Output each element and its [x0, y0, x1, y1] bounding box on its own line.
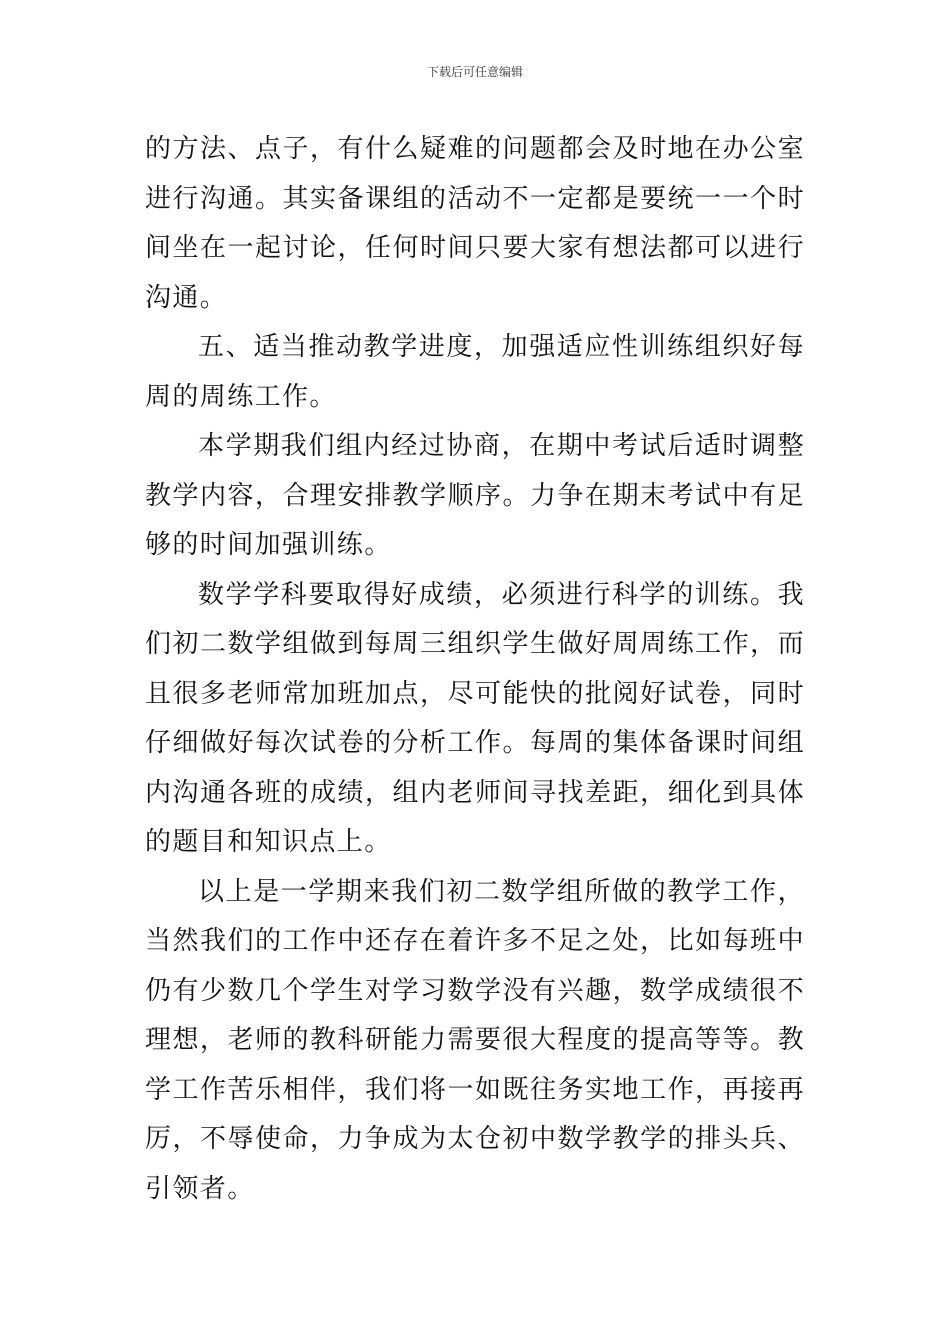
paragraph-schedule-adjustment: 本学期我们组内经过协商，在期中考试后适时调整教学内容，合理安排教学顺序。力争在期末考试中有足够的时间加强训练。 — [145, 431, 805, 560]
paragraph-summary: 以上是一学期来我们初二数学组所做的教学工作，当然我们的工作中还存在着许多不足之处，比如每班中仍有少数几个学生对学习数学没有兴趣，数学成绩很不理想，老师的教科研能力需要很大程度的提高等等。教学工作苦乐相伴，我们将一如既往务实地工作，再接再厉，不辱使命，力争成为太仓初中数学教学的排头兵、引领者。 — [145, 876, 805, 1204]
paragraph-section-five-heading: 五、适当推动教学进度，加强适应性训练组织好每周的周练工作。 — [145, 332, 805, 412]
paragraph-continuation: 的方法、点子，有什么疑难的问题都会及时地在办公室进行沟通。其实备课组的活动不一定都是要统一一个时间坐在一起讨论，任何时间只要大家有想法都可以进行沟通。 — [145, 134, 805, 313]
paragraph-training: 数学学科要取得好成绩，必须进行科学的训练。我们初二数学组做到每周三组织学生做好周周练工作，而且很多老师常加班加点，尽可能快的批阅好试卷，同时仔细做好每次试卷的分析工作。每周的集体备课时间组内沟通各班的成绩，组内老师间寻找差距，细化到具体的题目和知识点上。 — [145, 579, 805, 857]
page-header-note: 下载后可任意编辑 — [426, 65, 523, 79]
document-body — [145, 125, 805, 1214]
